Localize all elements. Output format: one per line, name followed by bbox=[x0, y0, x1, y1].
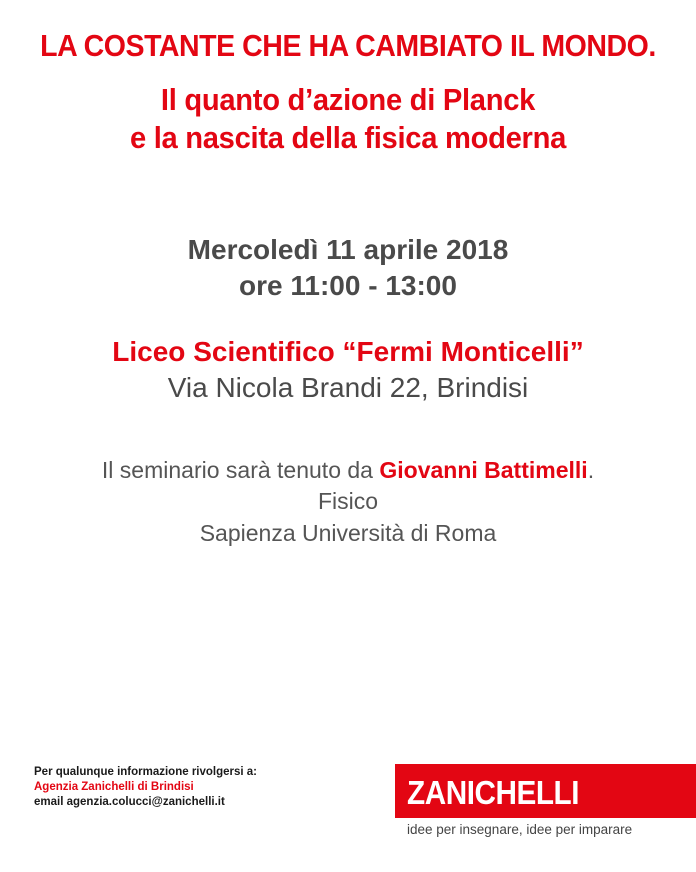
brand-logo bbox=[395, 764, 696, 818]
event-time: ore 11:00 - 13:00 bbox=[239, 270, 457, 301]
event-subtitle-line1: Il quanto d’azione di Planck bbox=[160, 82, 536, 117]
brand-tagline: idee per insegnare, idee per imparare bbox=[407, 822, 633, 837]
event-title: LA COSTANTE CHE HA CAMBIATO IL MONDO. bbox=[40, 28, 656, 63]
event-date: Mercoledì 11 aprile 2018 bbox=[187, 234, 509, 265]
contact-info bbox=[34, 765, 257, 810]
contact-agency: Agenzia Zanichelli di Brindisi bbox=[34, 781, 194, 793]
contact-label: Per qualunque informazione rivolgersi a: bbox=[34, 766, 258, 778]
seminar-intro: Il seminario sarà tenuto da bbox=[101, 457, 380, 483]
seminar-line bbox=[0, 457, 696, 484]
speaker-role: Fisico bbox=[317, 488, 379, 514]
event-subtitle-line2: e la nascita della fisica moderna bbox=[129, 120, 567, 155]
brand-name: ZANICHELLI bbox=[407, 774, 580, 811]
event-address: Via Nicola Brandi 22, Brindisi bbox=[167, 372, 529, 403]
seminar-end: . bbox=[587, 457, 595, 483]
speaker-name: Giovanni Battimelli bbox=[379, 457, 588, 483]
event-venue: Liceo Scientifico “Fermi Monticelli” bbox=[112, 336, 584, 367]
contact-email[interactable]: email agenzia.colucci@zanichelli.it bbox=[34, 796, 225, 808]
speaker-affiliation: Sapienza Università di Roma bbox=[199, 520, 497, 546]
